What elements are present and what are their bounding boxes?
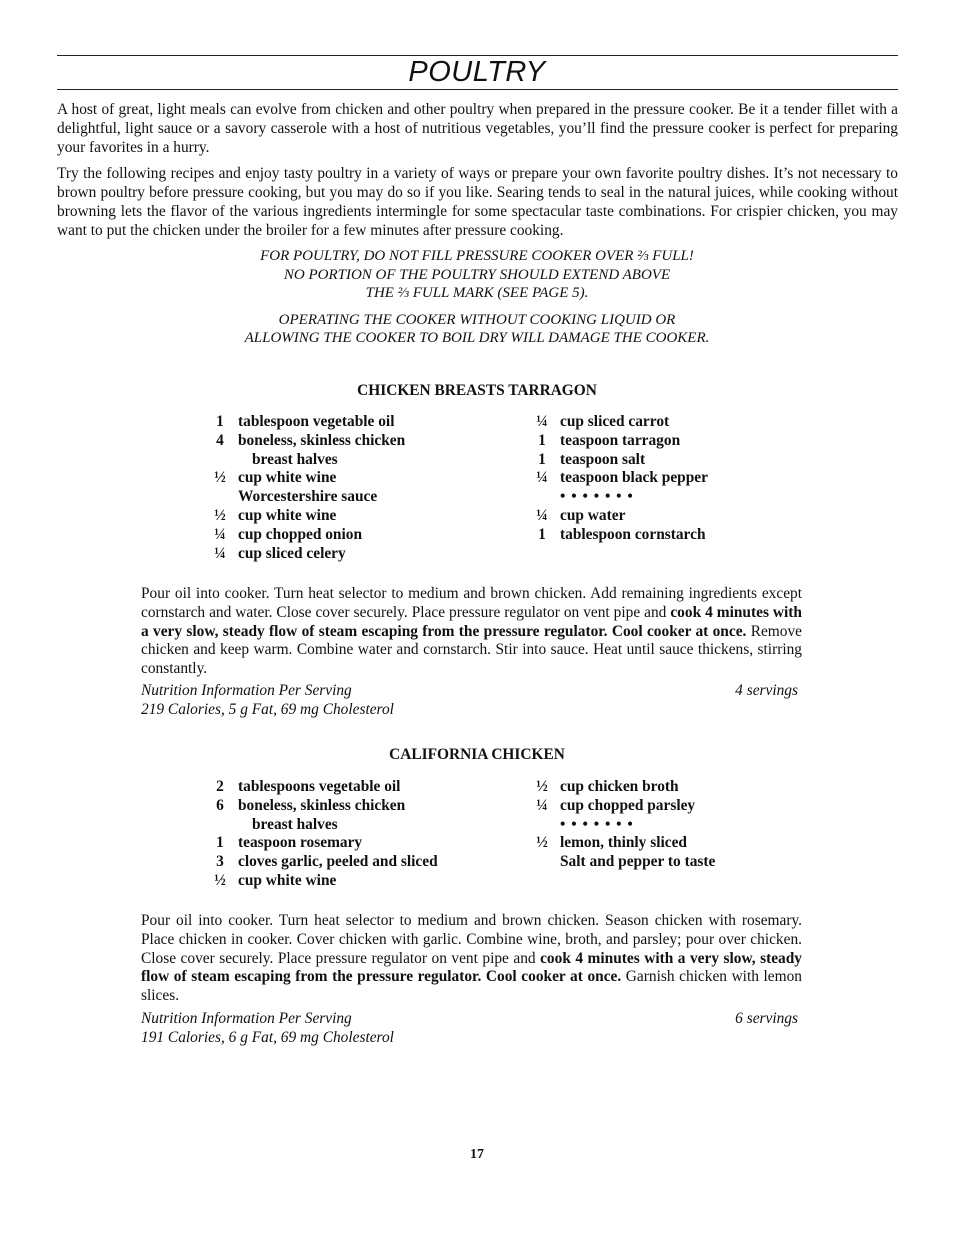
recipe-1-title: CHICKEN BREASTS TARRAGON bbox=[357, 382, 597, 399]
recipe-1-ingredients-left bbox=[210, 413, 405, 563]
ingredient-text: teaspoon tarragon bbox=[560, 431, 681, 449]
ingredient-row bbox=[532, 451, 708, 470]
recipe-2-method-bold: cook 4 minutes with a very slow, steady flow of steam escaping from the pressure regulator. Cool cooker at once. bbox=[141, 949, 802, 986]
ingredient-quantity: 1 bbox=[538, 525, 546, 543]
ingredient-quantity: ½ bbox=[214, 506, 226, 524]
ingredient-text: breast halves bbox=[252, 815, 338, 833]
ingredient-row bbox=[210, 816, 438, 835]
ingredient-text: boneless, skinless chicken bbox=[238, 431, 406, 449]
ingredient-text: cup sliced carrot bbox=[560, 413, 670, 430]
ingredient-text: cup chopped parsley bbox=[560, 796, 696, 814]
dry-warning-line-1: OPERATING THE COOKER WITHOUT COOKING LIQUID OR bbox=[278, 312, 676, 328]
ingredient-row bbox=[532, 488, 708, 507]
intro-paragraph-2: Try the following recipes and enjoy tasty poultry in a variety of ways or prepare your own favorite poultry dishes. It’s not necessary to brown poultry before pressure cooking, but you may do so if you like. Searing tends to seal in the natural juices, while cooking without browning lets the flavor of the various ingredients intermingle for some spectacular taste combinations. For crispier chicken, you may want to put the chicken under the broiler for a few minutes after pressure cooking. bbox=[57, 165, 898, 239]
ingredient-separator: • • • • • • • bbox=[560, 815, 634, 833]
ingredient-text: tablespoon cornstarch bbox=[560, 525, 706, 543]
ingredient-row bbox=[532, 413, 708, 432]
ingredient-quantity: ¼ bbox=[536, 796, 548, 814]
ingredient-quantity: ½ bbox=[536, 834, 548, 852]
ingredient-quantity: ¼ bbox=[536, 413, 548, 430]
recipe-1-method-text-a: Pour oil into cooker. Turn heat selector to medium and brown chicken. Add remaining ingredients except cornstarch and water. Close cover securely. Place pressure regulator on vent pipe and bbox=[141, 585, 802, 621]
ingredient-row bbox=[210, 469, 405, 488]
ingredient-row bbox=[210, 526, 405, 545]
ingredient-quantity: 1 bbox=[216, 834, 224, 852]
ingredient-row bbox=[210, 488, 405, 507]
ingredient-text: boneless, skinless chicken bbox=[238, 796, 406, 814]
ingredient-text: cloves garlic, peeled and sliced bbox=[238, 853, 438, 871]
page-title: POULTRY bbox=[408, 56, 546, 88]
ingredient-text: cup chicken broth bbox=[560, 778, 679, 795]
ingredient-row bbox=[532, 853, 715, 872]
ingredient-text: teaspoon salt bbox=[560, 450, 646, 468]
ingredient-quantity: 3 bbox=[216, 853, 224, 871]
recipe-2-method-text-a: Pour oil into cooker. Turn heat selector to medium and brown chicken. Season chicken with rosemary. Place chicken in cooker. Cover chicken with garlic. Combine wine, broth, and parsley; pour over chicken. Close cover securely. Place pressure regulator on vent pipe and bbox=[141, 912, 802, 967]
fill-warning-line-2: NO PORTION OF THE POULTRY SHOULD EXTEND ABOVE bbox=[283, 267, 671, 283]
dry-warning-line-2: ALLOWING THE COOKER TO BOIL DRY WILL DAMAGE THE COOKER. bbox=[244, 330, 710, 346]
ingredient-quantity: ½ bbox=[214, 469, 226, 487]
ingredient-text: cup white wine bbox=[238, 871, 337, 889]
recipe-2-method-text-b: Garnish chicken with lemon slices. bbox=[141, 968, 802, 1005]
recipe-2-servings: 6 servings bbox=[735, 1010, 798, 1027]
recipe-1-nutrition-label: Nutrition Information Per Serving bbox=[141, 682, 352, 699]
recipe-2-ingredients-left bbox=[210, 778, 438, 891]
ingredient-text: cup water bbox=[560, 506, 626, 524]
recipe-1-method bbox=[141, 585, 802, 679]
recipe-1-nutrition-values: 219 Calories, 5 g Fat, 69 mg Cholesterol bbox=[141, 700, 394, 718]
fill-warning-line-3: THE ⅔ FULL MARK (SEE PAGE 5). bbox=[365, 285, 589, 301]
ingredient-quantity: 6 bbox=[216, 796, 224, 814]
ingredient-quantity: 1 bbox=[538, 431, 546, 449]
recipe-2-method bbox=[141, 912, 802, 1006]
recipe-1-servings: 4 servings bbox=[735, 682, 798, 699]
ingredient-row bbox=[210, 872, 438, 891]
ingredient-text: tablespoon vegetable oil bbox=[238, 413, 395, 430]
ingredient-row bbox=[532, 432, 708, 451]
page-number: 17 bbox=[470, 1147, 484, 1162]
ingredient-row bbox=[532, 834, 715, 853]
ingredient-row bbox=[210, 853, 438, 872]
recipe-2-nutrition-values: 191 Calories, 6 g Fat, 69 mg Cholesterol bbox=[141, 1028, 394, 1046]
recipe-2-title: CALIFORNIA CHICKEN bbox=[389, 746, 565, 763]
ingredient-text: cup chopped onion bbox=[238, 525, 363, 543]
ingredient-row bbox=[210, 778, 438, 797]
ingredient-quantity bbox=[532, 816, 552, 835]
ingredient-row bbox=[210, 797, 438, 816]
recipe-1-method-text-b: Remove chicken and keep warm. Combine water and cornstarch. Stir into sauce. Heat until sauce thickens, stirring constantly. bbox=[141, 622, 802, 678]
ingredient-row bbox=[210, 413, 405, 432]
ingredient-quantity: ½ bbox=[536, 778, 548, 795]
recipe-2-nutrition bbox=[141, 1010, 798, 1048]
ingredient-row bbox=[210, 545, 405, 564]
ingredient-text: lemon, thinly sliced bbox=[560, 834, 687, 852]
recipe-1-nutrition bbox=[141, 682, 798, 720]
ingredient-quantity: 2 bbox=[216, 778, 224, 795]
ingredient-quantity: 1 bbox=[216, 413, 224, 430]
ingredient-row bbox=[532, 507, 708, 526]
ingredient-text: Salt and pepper to taste bbox=[560, 853, 716, 871]
ingredient-text: cup white wine bbox=[238, 506, 337, 524]
title-underline bbox=[57, 89, 898, 90]
ingredient-quantity bbox=[210, 816, 230, 835]
ingredient-quantity bbox=[210, 488, 230, 507]
ingredient-row bbox=[210, 507, 405, 526]
ingredient-text: breast halves bbox=[252, 450, 338, 468]
ingredient-text: Worcestershire sauce bbox=[238, 488, 378, 506]
fill-warning-line-1: FOR POULTRY, DO NOT FILL PRESSURE COOKER OVER ⅔ FULL! bbox=[260, 248, 694, 264]
ingredient-row bbox=[210, 432, 405, 451]
ingredient-text: cup sliced celery bbox=[238, 544, 346, 562]
ingredient-row bbox=[532, 526, 708, 545]
ingredient-row bbox=[532, 469, 708, 488]
ingredient-text: cup white wine bbox=[238, 469, 337, 487]
ingredient-quantity: ¼ bbox=[214, 544, 226, 562]
ingredient-row bbox=[532, 778, 715, 797]
ingredient-row bbox=[210, 834, 438, 853]
intro-paragraph-1: A host of great, light meals can evolve from chicken and other poultry when prepared in the pressure cooker. Be it a tender fillet with a delightful, light sauce or a savory casserole with a host of nutritious vegetables, you’ll find the pressure cooker is perfect for preparing your favorites in a hurry. bbox=[57, 101, 898, 156]
ingredient-row bbox=[210, 451, 405, 470]
ingredient-text: tablespoons vegetable oil bbox=[238, 778, 401, 795]
ingredient-quantity bbox=[532, 853, 552, 872]
ingredient-quantity: ¼ bbox=[536, 469, 548, 487]
ingredient-quantity bbox=[532, 488, 552, 507]
recipe-2-nutrition-label: Nutrition Information Per Serving bbox=[141, 1010, 352, 1027]
recipe-1-ingredients-right bbox=[532, 413, 708, 545]
recipe-2-ingredients-right bbox=[532, 778, 715, 872]
ingredient-separator: • • • • • • • bbox=[560, 488, 634, 506]
ingredient-quantity: 4 bbox=[216, 431, 224, 449]
ingredient-quantity: ¼ bbox=[214, 525, 226, 543]
ingredient-text: teaspoon black pepper bbox=[560, 469, 708, 487]
ingredient-quantity: 1 bbox=[538, 450, 546, 468]
ingredient-text: teaspoon rosemary bbox=[238, 834, 363, 852]
ingredient-quantity bbox=[210, 451, 230, 470]
ingredient-row bbox=[532, 816, 715, 835]
ingredient-quantity: ½ bbox=[214, 871, 226, 889]
ingredient-row bbox=[532, 797, 715, 816]
ingredient-quantity: ¼ bbox=[536, 506, 548, 524]
recipe-1-method-bold: cook 4 minutes with a very slow, steady flow of steam escaping from the pressure regulator. Cool cooker at once. bbox=[141, 603, 802, 640]
